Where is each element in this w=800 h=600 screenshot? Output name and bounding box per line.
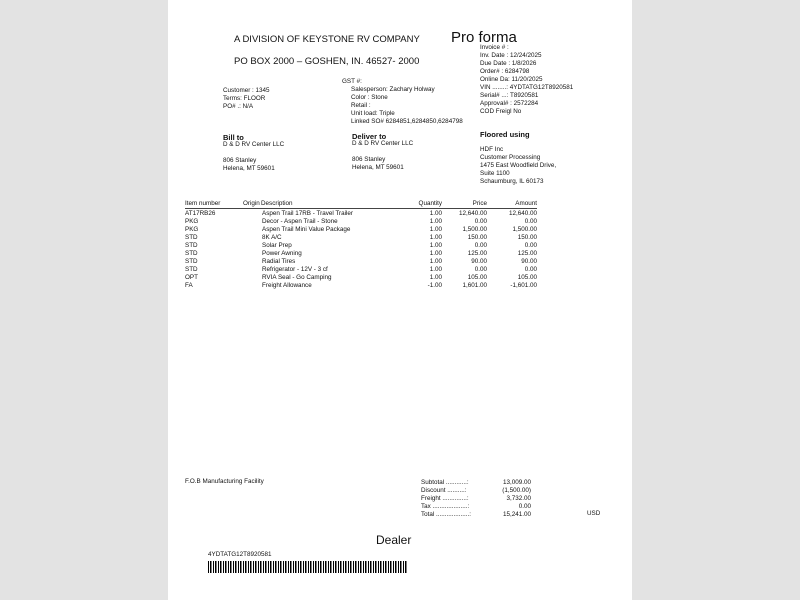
row-price: 105.00	[467, 274, 487, 281]
row-item: STD	[185, 266, 198, 273]
row-price: 125.00	[467, 250, 487, 257]
row-amount: 150.00	[517, 234, 537, 241]
row-price: 12,640.00	[458, 210, 487, 217]
row-description: Radial Tires	[262, 258, 296, 265]
totals-labels	[421, 479, 471, 519]
customer-info	[223, 87, 270, 111]
bill-to-line: Helena, MT 59601	[223, 165, 275, 172]
discount-label: Discount ..........:	[421, 487, 467, 494]
floored-line: 1475 East Woodfield Drive,	[480, 162, 557, 169]
row-item: STD	[185, 234, 198, 241]
dealer-label: Dealer	[376, 533, 412, 547]
row-description: 8K A/C	[262, 234, 282, 241]
unit-load: Unit load: Triple	[351, 110, 395, 117]
floored-line: HDF Inc	[480, 146, 504, 153]
invoice-meta-line: Online Da: 11/20/2025	[480, 76, 543, 83]
row-description: Solar Prep	[262, 242, 292, 249]
deliver-to-line	[352, 148, 413, 156]
row-quantity: 1.00	[429, 210, 442, 217]
customer-number: Customer : 1345	[223, 87, 270, 94]
floored-line: Schaumburg, IL 60173	[480, 178, 544, 185]
row-quantity: 1.00	[429, 274, 442, 281]
invoice-meta-line: Serial# ...: T8920581	[480, 92, 539, 99]
row-description: RVIA Seal - Go Camping	[262, 274, 332, 281]
row-price: 0.00	[474, 218, 487, 225]
row-price: 90.00	[471, 258, 487, 265]
row-item: STD	[185, 242, 198, 249]
row-price: 1,601.00	[462, 282, 487, 289]
bill-to-address	[223, 141, 284, 173]
linked-so: Linked SO# 6284851,6284850,6284798	[351, 118, 463, 125]
deliver-to-line: 806 Stanley	[352, 156, 386, 163]
row-description: Freight Allowance	[262, 282, 312, 289]
row-price: 0.00	[474, 266, 487, 273]
subtotal-value: 13,009.00	[502, 479, 531, 486]
header-rule	[185, 208, 537, 209]
invoice-meta-line: Invoice # :	[480, 44, 509, 51]
deliver-to-line: D & D RV Center LLC	[352, 140, 414, 147]
freight-label: Freight ..............:	[421, 495, 469, 502]
invoice-meta-line: VIN ........: 4YDTATG12T8920581	[480, 84, 574, 91]
discount-value: (1,500.00)	[502, 487, 531, 494]
total-label: Total ...................:	[421, 511, 472, 518]
description-column	[262, 210, 353, 290]
row-quantity: 1.00	[429, 266, 442, 273]
row-item: STD	[185, 258, 198, 265]
bill-to-line: D & D RV Center LLC	[223, 141, 285, 148]
col-header-description: Description	[261, 200, 293, 207]
fob-note: F.O.B Manufacturing Facility	[185, 478, 264, 485]
row-quantity: 1.00	[429, 242, 442, 249]
retail: Retail :	[351, 102, 371, 109]
company-address: PO BOX 2000 – GOSHEN, IN. 46527- 2000	[234, 56, 420, 67]
deliver-to-address	[352, 140, 413, 172]
row-description: Power Awning	[262, 250, 302, 257]
row-item: STD	[185, 250, 198, 257]
customer-po: PO# .: N/A	[223, 103, 254, 110]
row-amount: 105.00	[517, 274, 537, 281]
quantity-column	[398, 210, 442, 290]
salesperson: Salesperson: Zachary Holway	[351, 86, 435, 93]
bill-to-line: 806 Stanley	[223, 157, 257, 164]
row-item: OPT	[185, 274, 198, 281]
invoice-meta-line: Approval# : 2572284	[480, 100, 539, 107]
price-column	[443, 210, 487, 290]
col-header-item: Item number	[185, 200, 221, 207]
row-quantity: 1.00	[429, 226, 442, 233]
row-price: 150.00	[467, 234, 487, 241]
row-description: Aspen Trail 17RB - Travel Trailer	[262, 210, 353, 217]
deliver-to-label: Deliver to	[352, 132, 387, 141]
row-item: PKG	[185, 226, 199, 233]
col-header-quantity: Quantity	[418, 200, 442, 207]
row-amount: 12,640.00	[508, 210, 537, 217]
invoice-meta-line: Due Date : 1/8/2026	[480, 60, 537, 67]
invoice-meta-line: Inv. Date : 12/24/2025	[480, 52, 542, 59]
col-header-amount: Amount	[515, 200, 537, 207]
row-description: Decor - Aspen Trail - Stone	[262, 218, 338, 225]
row-amount: 0.00	[524, 266, 537, 273]
row-amount: 1,500.00	[512, 226, 537, 233]
row-amount: 0.00	[524, 242, 537, 249]
invoice-page	[168, 0, 632, 600]
floored-using-address	[480, 146, 556, 186]
amount-column	[488, 210, 537, 290]
row-item: FA	[185, 282, 193, 289]
deliver-to-line: Helena, MT 59601	[352, 164, 404, 171]
totals-values	[483, 479, 531, 519]
row-quantity: 1.00	[429, 258, 442, 265]
row-amount: 0.00	[524, 218, 537, 225]
color: Color : Stone	[351, 94, 388, 101]
row-quantity: 1.00	[429, 250, 442, 257]
sales-info	[342, 78, 463, 126]
bill-to-label: Bill to	[223, 133, 244, 142]
row-price: 0.00	[474, 242, 487, 249]
tax-label: Tax ....................:	[421, 503, 470, 510]
row-quantity: -1.00	[427, 282, 442, 289]
currency: USD	[587, 510, 601, 517]
floored-line: Suite 1100	[480, 170, 510, 177]
freight-value: 3,732.00	[506, 495, 531, 502]
row-description: Aspen Trail Mini Value Package	[262, 226, 351, 233]
customer-terms: Terms: FLOOR	[223, 95, 266, 102]
item-number-column	[185, 210, 215, 290]
barcode-image	[208, 561, 408, 573]
row-quantity: 1.00	[429, 234, 442, 241]
company-division: A DIVISION OF KEYSTONE RV COMPANY	[234, 34, 420, 45]
row-item: AT17RB26	[185, 210, 216, 217]
row-description: Refrigerator - 12V - 3 cf	[262, 266, 328, 273]
floored-using-label: Floored using	[480, 130, 530, 139]
col-header-origin: Origin	[243, 200, 260, 207]
row-price: 1,500.00	[462, 226, 487, 233]
total-value: 15,241.00	[502, 511, 531, 518]
row-amount: -1,601.00	[510, 282, 537, 289]
col-header-price: Price	[472, 200, 487, 207]
invoice-meta	[480, 44, 573, 116]
row-item: PKG	[185, 218, 199, 225]
gst-number: GST #:	[342, 78, 362, 85]
invoice-meta-line: COD Freigl No	[480, 108, 522, 115]
row-quantity: 1.00	[429, 218, 442, 225]
bill-to-line	[223, 149, 284, 157]
row-amount: 90.00	[521, 258, 537, 265]
tax-value: 0.00	[518, 503, 531, 510]
invoice-meta-line: Order# : 6284798	[480, 68, 530, 75]
row-amount: 125.00	[517, 250, 537, 257]
barcode-text: 4YDTATG12T8920581	[208, 551, 272, 558]
subtotal-label: Subtotal ............:	[421, 479, 469, 486]
floored-line: Customer Processing	[480, 154, 541, 161]
document-title: Pro forma	[451, 29, 517, 46]
